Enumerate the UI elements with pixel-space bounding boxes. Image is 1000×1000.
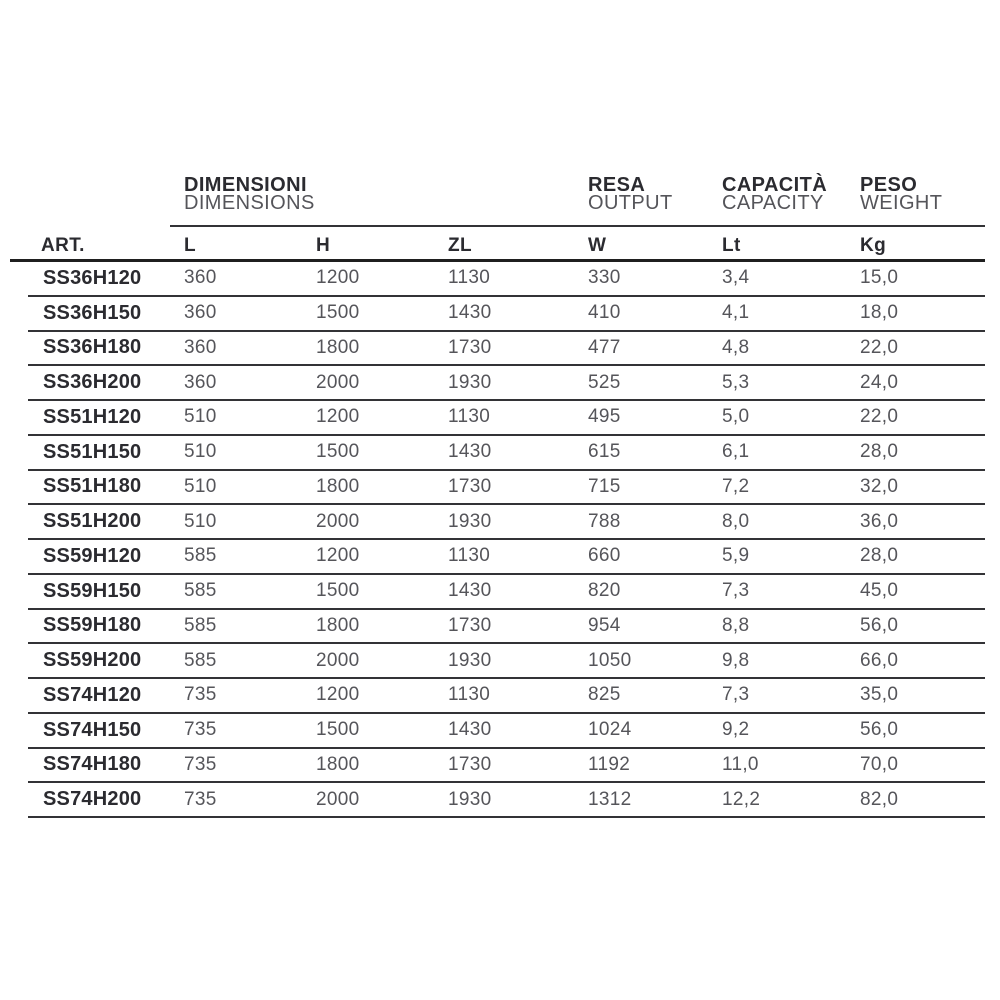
row-value: 360 — [184, 267, 217, 289]
table-row — [28, 749, 985, 784]
row-value: 510 — [184, 406, 217, 428]
row-value: 1430 — [448, 580, 492, 602]
row-value: 11,0 — [722, 753, 759, 775]
row-value: 66,0 — [860, 649, 899, 671]
row-value: 1200 — [316, 684, 360, 706]
table-row — [28, 644, 985, 679]
table-row — [28, 505, 985, 540]
row-value: 9,2 — [722, 719, 750, 741]
column-group-output — [588, 176, 673, 212]
column-header-lt: Lt — [722, 235, 741, 256]
row-value: 1192 — [588, 753, 631, 775]
row-value: 510 — [184, 475, 217, 497]
row-value: 495 — [588, 406, 621, 428]
group-title: DIMENSIONI — [184, 174, 307, 196]
row-value: 1050 — [588, 649, 632, 671]
table-body — [28, 262, 985, 818]
row-value: 7,3 — [722, 684, 750, 706]
row-value: 2000 — [316, 371, 360, 393]
row-value: 330 — [588, 267, 621, 289]
row-value: 510 — [184, 441, 217, 463]
row-value: 9,8 — [722, 649, 750, 671]
row-value: 4,1 — [722, 302, 750, 324]
row-value: 1024 — [588, 719, 632, 741]
column-header-w: W — [588, 235, 607, 256]
row-value: 45,0 — [860, 580, 899, 602]
row-value: 5,9 — [722, 545, 750, 567]
row-art-label: SS59H200 — [43, 649, 142, 672]
row-value: 70,0 — [860, 753, 899, 775]
row-value: 3,4 — [722, 267, 750, 289]
row-value: 1200 — [316, 406, 360, 428]
row-value: 585 — [184, 580, 217, 602]
row-value: 1430 — [448, 719, 492, 741]
row-art-label: SS74H120 — [43, 683, 142, 706]
row-value: 28,0 — [860, 441, 899, 463]
row-value: 1312 — [588, 788, 632, 810]
row-value: 1500 — [316, 302, 360, 324]
row-value: 1500 — [316, 719, 360, 741]
table-row — [28, 297, 985, 332]
row-value: 2000 — [316, 788, 360, 810]
row-value: 525 — [588, 371, 621, 393]
table-row — [28, 471, 985, 506]
group-header-divider — [170, 225, 985, 227]
row-value: 12,2 — [722, 788, 761, 810]
row-value: 1730 — [448, 475, 492, 497]
row-value: 56,0 — [860, 614, 899, 636]
row-value: 410 — [588, 302, 621, 324]
row-value: 4,8 — [722, 336, 750, 358]
group-subtitle: OUTPUT — [588, 192, 673, 214]
row-value: 954 — [588, 614, 621, 636]
row-value: 28,0 — [860, 545, 899, 567]
row-value: 15,0 — [860, 267, 899, 289]
row-value: 1200 — [316, 545, 360, 567]
row-value: 660 — [588, 545, 621, 567]
row-value: 715 — [588, 475, 621, 497]
group-title: PESO — [860, 174, 918, 196]
row-value: 735 — [184, 788, 217, 810]
row-value: 32,0 — [860, 475, 899, 497]
table-row — [28, 610, 985, 645]
row-art-label: SS36H180 — [43, 336, 142, 359]
row-value: 585 — [184, 649, 217, 671]
row-value: 5,3 — [722, 371, 750, 393]
row-value: 7,2 — [722, 475, 750, 497]
row-art-label: SS74H200 — [43, 788, 142, 811]
row-value: 8,8 — [722, 614, 750, 636]
column-group-dimensions — [184, 176, 315, 212]
table-row — [28, 366, 985, 401]
row-value: 1430 — [448, 302, 492, 324]
table-row — [28, 540, 985, 575]
row-value: 360 — [184, 336, 217, 358]
row-value: 1800 — [316, 475, 360, 497]
row-value: 360 — [184, 302, 217, 324]
row-value: 1430 — [448, 441, 492, 463]
row-value: 1730 — [448, 753, 492, 775]
row-value: 82,0 — [860, 788, 899, 810]
row-art-label: SS59H150 — [43, 579, 142, 602]
row-value: 1130 — [448, 684, 491, 706]
row-value: 1200 — [316, 267, 360, 289]
row-art-label: SS51H120 — [43, 405, 142, 428]
row-value: 735 — [184, 753, 217, 775]
row-value: 2000 — [316, 510, 360, 532]
row-value: 7,3 — [722, 580, 750, 602]
row-value: 2000 — [316, 649, 360, 671]
group-subtitle: WEIGHT — [860, 192, 943, 214]
table-row — [28, 679, 985, 714]
row-value: 1130 — [448, 545, 491, 567]
row-art-label: SS59H180 — [43, 614, 142, 637]
row-value: 1730 — [448, 614, 492, 636]
row-art-label: SS59H120 — [43, 544, 142, 567]
column-group-capacity — [722, 176, 827, 212]
row-value: 1500 — [316, 441, 360, 463]
row-value: 1800 — [316, 753, 360, 775]
row-value: 8,0 — [722, 510, 750, 532]
row-value: 1930 — [448, 371, 492, 393]
row-value: 788 — [588, 510, 621, 532]
row-art-label: SS36H200 — [43, 371, 142, 394]
row-value: 24,0 — [860, 371, 899, 393]
row-value: 585 — [184, 614, 217, 636]
row-value: 1130 — [448, 267, 491, 289]
row-value: 18,0 — [860, 302, 899, 324]
table-row — [28, 783, 985, 818]
table-row — [28, 436, 985, 471]
row-value: 1130 — [448, 406, 491, 428]
row-value: 1800 — [316, 336, 360, 358]
group-subtitle: DIMENSIONS — [184, 192, 315, 214]
row-art-label: SS51H150 — [43, 440, 142, 463]
row-value: 615 — [588, 441, 621, 463]
table-row — [28, 332, 985, 367]
row-value: 6,1 — [722, 441, 750, 463]
row-value: 585 — [184, 545, 217, 567]
row-art-label: SS51H180 — [43, 475, 142, 498]
row-value: 477 — [588, 336, 621, 358]
row-value: 820 — [588, 580, 621, 602]
column-header-kg: Kg — [860, 235, 887, 256]
table-row — [28, 714, 985, 749]
row-value: 1930 — [448, 649, 492, 671]
row-value: 1730 — [448, 336, 492, 358]
column-header-zl: ZL — [448, 235, 473, 256]
row-value: 1930 — [448, 788, 492, 810]
row-value: 22,0 — [860, 406, 899, 428]
row-value: 1500 — [316, 580, 360, 602]
row-art-label: SS36H120 — [43, 266, 142, 289]
group-title: RESA — [588, 174, 646, 196]
row-value: 36,0 — [860, 510, 899, 532]
row-art-label: SS36H150 — [43, 301, 142, 324]
column-header-art: ART. — [41, 235, 85, 256]
table-row — [28, 575, 985, 610]
column-group-weight — [860, 176, 942, 212]
row-value: 1930 — [448, 510, 492, 532]
column-header-l: L — [184, 235, 197, 256]
row-value: 5,0 — [722, 406, 750, 428]
column-header-h: H — [316, 235, 331, 256]
row-value: 510 — [184, 510, 217, 532]
row-value: 1800 — [316, 614, 360, 636]
row-art-label: SS74H150 — [43, 718, 142, 741]
group-subtitle: CAPACITY — [722, 192, 824, 214]
row-value: 56,0 — [860, 719, 899, 741]
row-value: 735 — [184, 719, 217, 741]
row-value: 35,0 — [860, 684, 899, 706]
row-value: 360 — [184, 371, 217, 393]
table-row — [28, 262, 985, 297]
row-value: 22,0 — [860, 336, 899, 358]
row-value: 825 — [588, 684, 621, 706]
table-row — [28, 401, 985, 436]
row-art-label: SS74H180 — [43, 753, 142, 776]
group-title: CAPACITÀ — [722, 174, 828, 196]
row-value: 735 — [184, 684, 217, 706]
row-art-label: SS51H200 — [43, 510, 142, 533]
